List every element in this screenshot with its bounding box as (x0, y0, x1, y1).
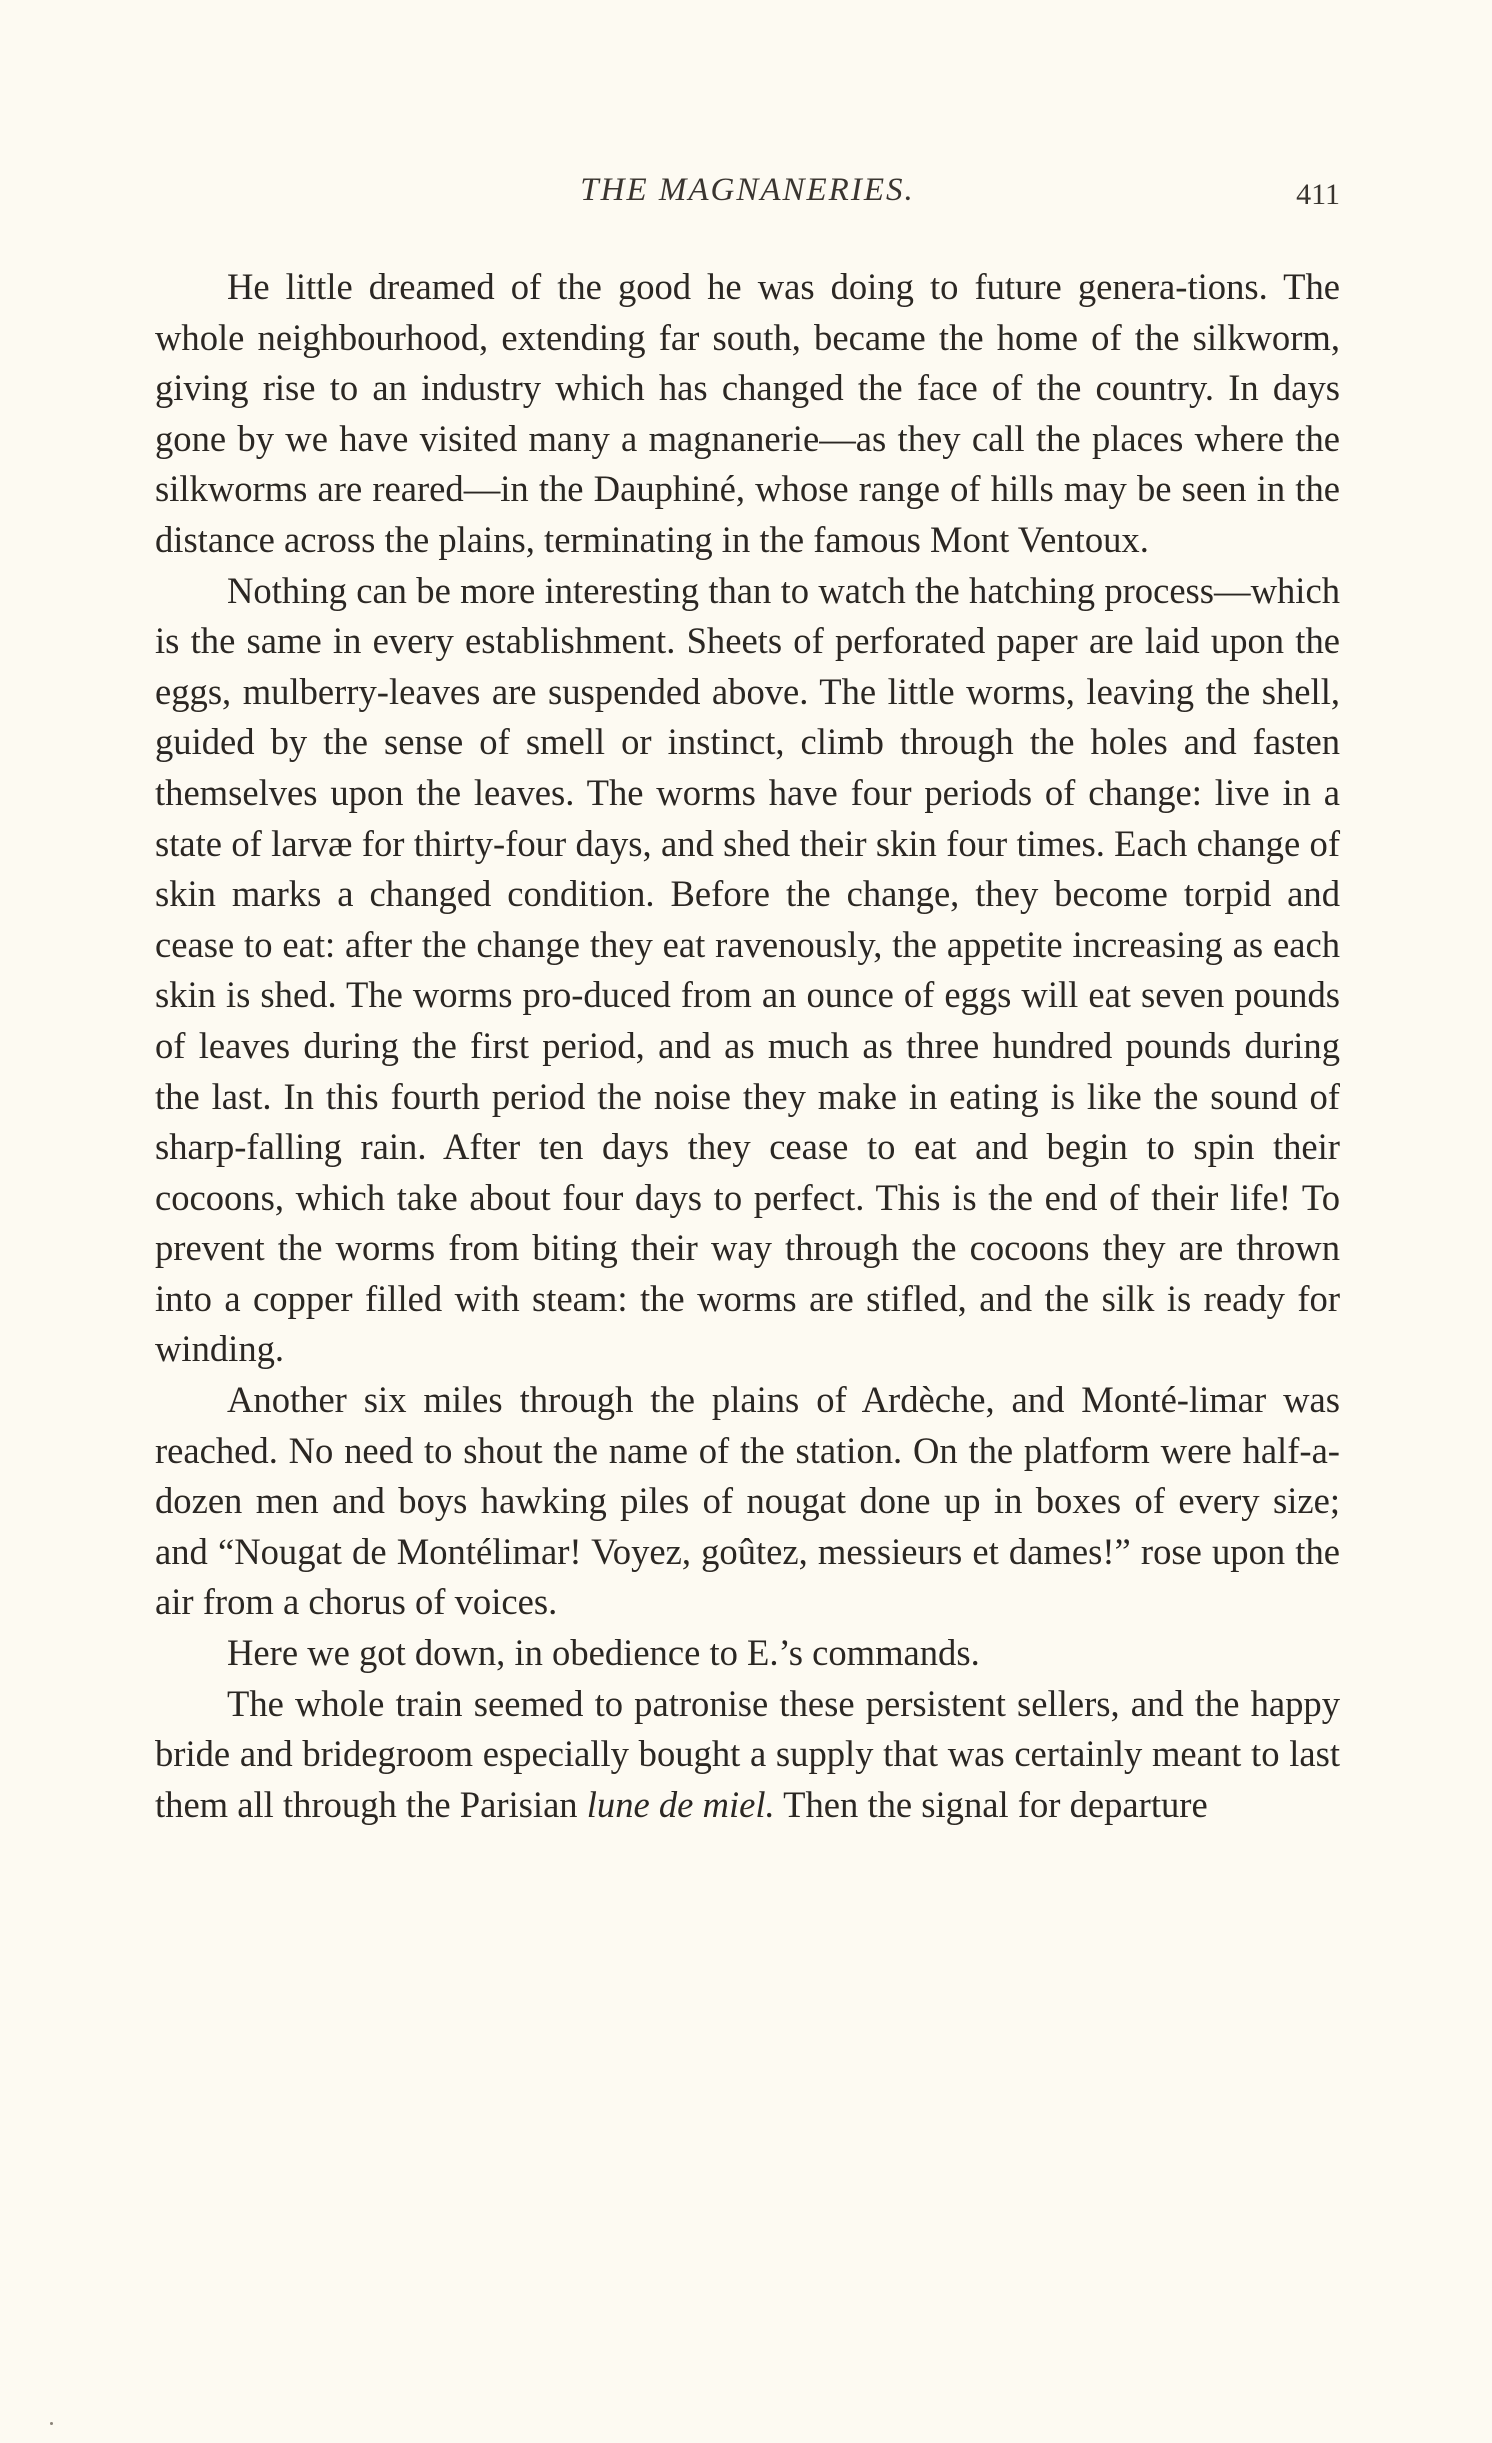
paragraph-5 (155, 1679, 1340, 1831)
paragraph-5-text-a: The whole train seemed to patronise these persistent sellers, and the happy bride and bridegroom especially bought a supply that was certainly meant to last them all through the Parisian (155, 1682, 1340, 1825)
paragraph-2: Nothing can be more interesting than to watch the hatching process—which is the same in every establishment. Sheets of perforated paper are laid upon the eggs, mulberry-leaves are suspended above. The little worms, leaving the shell, guided by the sense of smell or instinct, climb through the holes and fasten themselves upon the leaves. The worms have four periods of change: live in a state of larvæ for thirty-four days, and shed their skin four times. Each change of skin marks a changed condition. Before the change, they become torpid and cease to eat: after the change they eat ravenously, the appetite increasing as each skin is shed. The worms pro-duced from an ounce of eggs will eat seven pounds of leaves during the first period, and as much as three hundred pounds during the last. In this fourth period the noise they make in eating is like the sound of sharp-falling rain. After ten days they cease to eat and begin to spin their cocoons, which take about four days to perfect. This is the end of their life! To prevent the worms from biting their way through the cocoons they are thrown into a copper filled with steam: the worms are stifled, and the silk is ready for winding. (155, 569, 1340, 1370)
body-text (155, 262, 1340, 1830)
chapter-title: THE MAGNANERIES. (580, 172, 915, 208)
paragraph-3: Another six miles through the plains of Ardèche, and Monté-limar was reached. No need to shout the name of the station. On the platform were half-a-dozen men and boys hawking piles of nougat done up in boxes of every size; and “Nougat de Montélimar! Voyez, goûtez, messieurs et dames!” rose upon the air from a chorus of voices. (155, 1379, 1340, 1623)
page-number: 411 (1296, 178, 1340, 211)
paper-speck (50, 2422, 53, 2425)
paragraph-5-text-b: Then the signal for departure (774, 1783, 1208, 1825)
paragraph-4: Here we got down, in obedience to E.’s commands. (227, 1632, 980, 1674)
paragraph-1: He little dreamed of the good he was doing to future genera-tions. The whole neighbourhood, extending far south, became the home of the silkworm, giving rise to an industry which has changed the face of the country. In days gone by we have visited many a magnanerie—as they call the places where the silkworms are reared—in the Dauphiné, whose range of hills may be seen in the distance across the plains, terminating in the famous Mont Ventoux. (155, 266, 1340, 560)
running-head (155, 172, 1340, 220)
italic-phrase: lune de miel. (586, 1783, 775, 1825)
